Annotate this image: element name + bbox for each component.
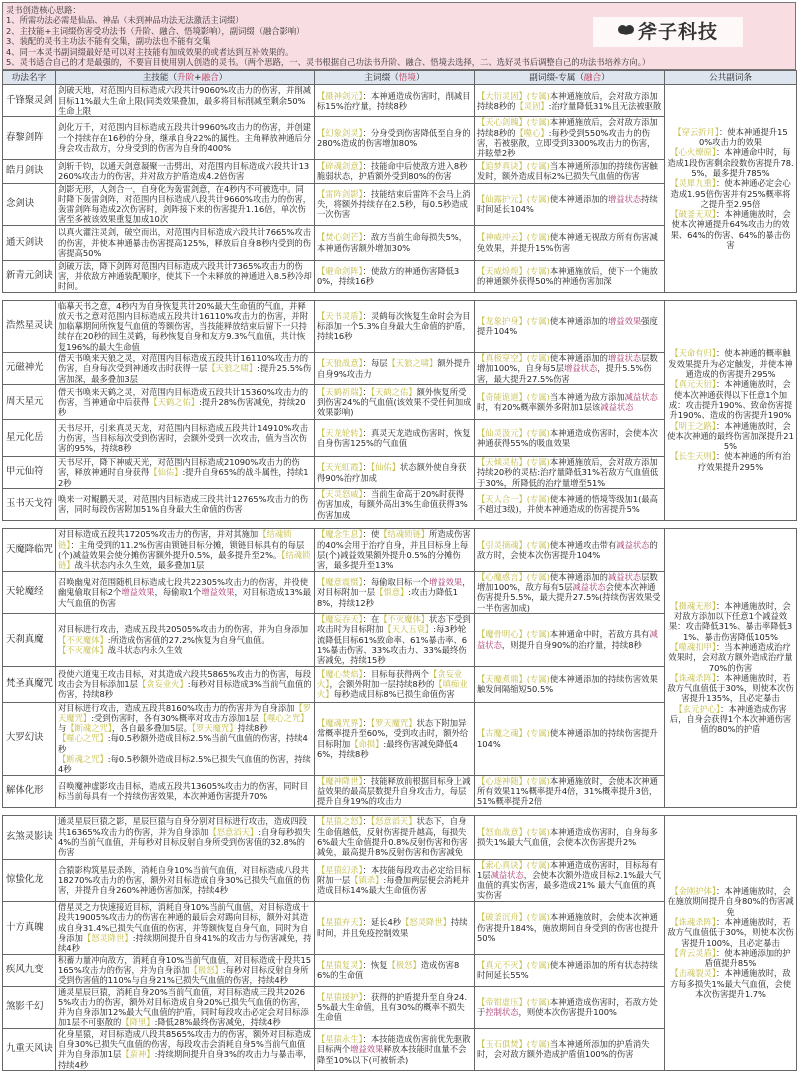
sub-affix-text: 【仙灵汲元】(专属)本神通造成伤害时，会使本次神通获得55%的吸血效果 — [475, 420, 665, 457]
exclusive-tag: (专属) — [526, 673, 550, 684]
notes-line: 5、灵书适合自己的才是最强的，不要盲目使用别人创造的灵书。（两个思路，一、灵书根据自己功法书升阶、融合、悟境去选择，二、选好灵书后调整自己的功法书培养方向。） — [6, 57, 651, 68]
keyword: 【蛮神】 — [121, 1049, 155, 1060]
main-skill-text: 对目标造成五段共17205%攻击力的伤害，并对其施加【结魂锁链】：主角受到的11.2%伤害由锁链目标分摊，锁链目标具有的每层(个)减益效果会使分摊伤害额外提升0.5%，最多提升至2%。【结魂锁链】战斗状态内永久生效，最多叠加1层 — [56, 528, 315, 571]
exclusive-tag: (专属) — [526, 316, 550, 327]
keyword: 【天光虹霞】 — [317, 462, 363, 473]
main-affix-text: 【天光虹霞】：【仙佑】状态额外使自身获得90%治疗加成 — [315, 457, 475, 489]
keyword: 【嗔痴业火】 — [317, 678, 468, 700]
skill-name: 煞影千幻 — [3, 986, 56, 1028]
skill-name: 大罗幻诀 — [3, 702, 56, 775]
main-skill-text: 役使六道鬼王攻击目标，对其造成六段共5865%攻击力的伤害，每段攻击会为目标添加1层【贪妄业火】:每秒对目标造成3%当前气血值的伤害，持续8秒 — [56, 666, 315, 702]
skill-table — [2, 70, 797, 292]
keyword: 【碎魂剑意】 — [317, 160, 363, 171]
sub-affix-text: 【怒血战意】(专属)本神通造成伤害时，自身每多损失1%最大气血值，会使本次伤害提升2% — [475, 815, 665, 859]
keyword: 【星猿弃天】 — [317, 917, 363, 928]
main-affix-text: 【避命剑阵】：使敌方的神通伤害降低30%，持续16秒 — [315, 260, 475, 292]
exclusive-tag: (专属) — [526, 265, 550, 276]
keyword: 【追梦真诀】 — [477, 160, 527, 171]
skill-name: 甲元仙符 — [3, 457, 56, 489]
skill-tables — [2, 70, 798, 1071]
main-skill-text: 剑破天地，对范围内目标造成六段共计9060%攻击力的伤害，并削减目标11%最大生命上限(同类效果叠加，最多将目标削减至剩余50%生命上限 — [56, 85, 315, 117]
header-name — [3, 71, 56, 85]
keyword: 【幻象剑灵】 — [317, 127, 363, 138]
status-term: 增益效果 — [121, 587, 155, 598]
main-affix-text: 【星猿弃天】：延长4秒【怒灵降世】持续时间，并且免疫控制效果 — [315, 901, 475, 954]
skill-table — [2, 815, 797, 1071]
keyword: 【天威煌煌】 — [477, 265, 527, 276]
main-skill-text: 剑化万千，对范围内目标造成五段共计9960%攻击力的伤害，并创建一个持续存在16秒的分身，继承自身22%的属性。主角释放神通后分身会攻击敌方，分身受到的伤害为自身的400% — [56, 117, 315, 159]
sub-affix-text: 【追梦真诀】(专属)当本神通所添加的持续伤害触发时，额外造成目标2%已损失气血值的伤害 — [475, 159, 665, 183]
keyword: 【怒血战意】 — [477, 826, 527, 837]
skill-name: 周天星元 — [3, 385, 56, 420]
skill-name: 十方真魄 — [3, 901, 56, 954]
status-term: 减益状态 — [490, 869, 524, 880]
main-affix-text: 【魔心焚焰】：目标每获得两个【贪妄业火】，会额外附加一层持续8秒的【嗔痴业火】每秒造成目标8%已损生命值伤害 — [315, 666, 475, 702]
notes-line: 4、同一本灵书副词缀最好是可以对主技能有加成效果的或者达到互补效果的。 — [6, 46, 294, 57]
main-affix-text: 【魔魂咒界】：【罗天魔咒】状态下附加异常概率提升至60%，受到攻击时，额外给目标附加【命损】:最终伤害减免降低46%，持续8秒 — [315, 702, 475, 775]
keyword: 【天狼之啸】 — [387, 358, 438, 369]
keyword: 【魔念生息】 — [317, 529, 363, 540]
skill-name: 皓月剑诀 — [3, 159, 56, 183]
exclusive-tag: (专属) — [526, 1039, 550, 1050]
header-main-affix-part: 悟境 — [398, 72, 416, 83]
keyword: 【玉石俱焚】 — [477, 1039, 527, 1050]
keyword: 【天狼战意】 — [317, 358, 363, 369]
header-main-skill — [56, 71, 315, 85]
keyword: 【摄魂无形】 — [670, 600, 716, 611]
main-affix-text: 【摄神剑元】：本神通造成伤害时，削减目标15%治疗量，持续8秒 — [315, 85, 475, 117]
keyword: 【怒意滔天】 — [370, 816, 417, 827]
status-term: 增益状态 — [607, 193, 642, 204]
exclusive-tag: (专属) — [526, 494, 550, 505]
main-skill-text: 剑斩千钧，以通天剑意凝聚一击劈出，对范围内目标造成六段共计13260%攻击力的伤害，并对敌方护盾造成4.2倍伤害 — [56, 159, 315, 183]
keyword: 【惧意】 — [375, 587, 409, 598]
keyword: 【魔意震慑】 — [317, 577, 363, 587]
table-row — [3, 85, 797, 117]
sub-affix-text: 【仙露护元】(专属)使本神通添加的增益状态持续时间延长104% — [475, 183, 665, 225]
sub-affix-text: 【真极穿空】(专属)使本神通添加的增益状态层数增加100%，自身每5层增益状态，提升5.5%伤害，最大提升27.5%伤害 — [475, 353, 665, 385]
keyword: 【天鹤之佑】 — [149, 396, 200, 407]
main-affix-text: 【天狼战意】：每层【天狼之啸】额外提升自身9%攻击力 — [315, 353, 475, 385]
keyword: 【天鹤之佑】 — [370, 386, 417, 397]
status-term: 增益效果 — [350, 1044, 384, 1055]
keyword: 【真元不灭】 — [477, 959, 527, 970]
skill-name: 浩然星灵诀 — [3, 300, 56, 352]
skill-name: 春黎剑阵 — [3, 117, 56, 159]
public-affix-text: 【天命有归】：使本神通的概率触发效果提升为必定触发，并使本神通造成的伤害提升295% 【真元天衍】：本神通施放时，会使本次神通获得以下任意1个加成：攻击提升190%、致命伤害提升190%、造成的伤害提升190% 【明王之路】：本神通施放时，会使本次神通的最终伤害加深提升215% 【长生天则】：使本神通的所有治疗效果提升295% — [665, 300, 797, 520]
keyword: 【破釜无双】 — [670, 209, 716, 220]
skill-table — [2, 300, 797, 521]
header-public-affix-part: 公共副词条 — [709, 72, 752, 83]
exclusive-tag: (专属) — [526, 629, 550, 640]
skill-name: 天轮魔经 — [3, 571, 56, 613]
sub-affix-text: 【天人合一】(专属)使本神通的悟境等级加1(最高不超过3级)，并使本神通造成的伤害提升5% — [475, 488, 665, 520]
keyword: 【神威冲云】 — [477, 232, 527, 243]
keyword: 【真极穿空】 — [477, 353, 527, 364]
skill-name: 玄煞灵影诀 — [3, 815, 56, 859]
keyword: 【贪妄业火】 — [317, 668, 463, 689]
watermark-text: 斧子科技 — [637, 20, 718, 43]
skill-name: 天刹真魔 — [3, 614, 56, 666]
keyword: 【极怒】 — [189, 964, 223, 975]
keyword: 【贪妄业火】 — [137, 678, 188, 689]
keyword: 【仙佑】 — [149, 467, 183, 478]
keyword: 【明王之路】 — [670, 420, 716, 431]
exclusive-tag: (专属) — [526, 160, 550, 171]
keyword: 【星猿复灵】 — [317, 959, 363, 970]
header-sub-affix-part: 副词缀-专属（ — [529, 72, 584, 83]
keyword: 【天鹤祈瑞】 — [317, 386, 363, 397]
keyword: 【天龙轮转】 — [317, 427, 363, 438]
exclusive-tag: (专属) — [526, 912, 550, 923]
exclusive-tag: (专属) — [526, 959, 550, 970]
keyword: 【镇杀】 — [350, 874, 384, 885]
exclusive-tag: (专属) — [526, 90, 550, 101]
main-affix-text: 【天书灵盾】：灵鹤每次恢复生命时会为目标添加一个5.3%自身最大生命值的护盾，持续16秒 — [315, 300, 475, 352]
exclusive-tag: (专属) — [526, 353, 550, 364]
sub-affix-text: 【索心真诀】(专属)本神通造成伤害时，目标每有1层减益状态，会使本次额外造成目标2.1%最大气血值的真实伤害，最多造成21% 最大气血值的真实伤害 — [475, 859, 665, 901]
header-main-affix-part: 主词缀（ — [364, 72, 399, 83]
status-term: 减益状态 — [600, 402, 634, 413]
notes-line: 1、所需功法必需是仙品、神品（未到神品功法无法激活主词缀） — [6, 15, 244, 26]
main-skill-text: 剑影无形，人剑合一，自身化为轰雷剑意，在4秒内不可被选中。同时降下轰雷剑阵，对范围内目标造成八段共计9660%攻击力的伤害，轰雷剑阵每造成2次伤害时，剑阵接下来的伤害提升1.16倍，单次伤害至多被该效果重复加成10次 — [56, 183, 315, 225]
keyword: 【怒灵降世】 — [401, 917, 451, 928]
keyword: 【击魂裂灵】 — [670, 968, 716, 979]
header-main-affix-part: ） — [415, 72, 425, 83]
skill-name: 天魔降临咒 — [3, 528, 56, 571]
keyword: 【命损】 — [350, 738, 384, 749]
header-main-skill-part: 升阶 — [177, 72, 195, 83]
main-skill-text: 借天书唤来天鹤之灵，对范围内目标造成五段共计15360%攻击力的伤害，当神通命中后获得【天鹤之佑】:提升28%伤害减免，持续20秒 — [56, 385, 315, 420]
keyword: 【避命剑阵】 — [317, 265, 363, 276]
main-skill-text: 积蓄力量冲向敌方，消耗自身10%当前气血值，对目标造成十段共15165%攻击力的伤害，并为自身添加【极怒】:每秒对目标反射自身所受到伤害值的110%与自身21%已损失气血值的伤害，持续4秒 — [56, 954, 315, 986]
keyword: 【噬心】 — [515, 127, 549, 138]
watermark — [593, 17, 743, 47]
exclusive-tag: (专属) — [526, 775, 550, 786]
exclusive-tag: (专属) — [526, 427, 550, 438]
main-skill-text: 以真火灌注灵剑，破空而出，对范围内目标造成六段共计7665%攻击的伤害，并使本神通暴击伤害提高125%，释放后自身8秒内受到的伤害提高50% — [56, 225, 315, 260]
main-skill-text: 对目标进行攻击，造成五段共20505%攻击力的伤害，并为自身添加【不灭魔体】:所造成伤害值的27.2%恢复为自身气血值。【不灭魔体】战斗状态内永久生效 — [56, 614, 315, 666]
keyword: 【龙象护身】 — [477, 316, 527, 327]
keyword: 【星猿援护】 — [317, 991, 363, 1002]
main-skill-text: 对目标进行攻击，造成五段共8160%攻击力的伤害并为自身添加【罗天魔咒】:受到伤害时，各有30%概率对攻击方添加1层【噬心之咒】与【断魂之咒】，各自最多叠加5层。【罗天魔咒】持续8秒 【噬心之咒】:每0.5秒额外造成目标2.5%当前气血值的伤害，持续4秒 【断魂之咒】:每0.5秒额外造成目标2.5%已损失气血值的伤害，持续4秒 — [56, 702, 315, 775]
keyword: 【罗天魔咒】 — [370, 717, 417, 728]
main-affix-text: 【焚心剑芒】：敌方当前生命每损失5%，本神通伤害额外增加30% — [315, 225, 475, 260]
sub-affix-text: 【帝钳虚压】(专属)本神通造成伤害时，若敌方处于控制状态，则使本次伤害提升100% — [475, 986, 665, 1028]
sub-affix-text: 【天倾灵枯】(专属)本神通施放后，会对敌方添加持续20秒的灵枯:治疗量降低31%若敌方气血值低于30%，所降低的治疗量增至51% — [475, 457, 665, 489]
main-skill-text: 借天书唤来天狼之灵，对范围内目标造成五段共计16110%攻击力的伤害，自身每次受到神通攻击时获得一层【天狼之啸】:提升25.5%伤害加深，最多叠加3层 — [56, 353, 315, 385]
keyword: 【焚心剑芒】 — [317, 232, 363, 243]
keyword: 【大衍灵固】 — [477, 90, 527, 101]
status-term: 控制状态 — [485, 1007, 519, 1018]
notes-title: 灵书创造核心思路： — [6, 5, 81, 15]
keyword: 【心火燎原】 — [670, 147, 716, 158]
exclusive-tag: (专属) — [526, 571, 550, 582]
table-row — [3, 300, 797, 352]
status-term: 增益效果 — [607, 316, 642, 327]
exclusive-tag: (专属) — [526, 391, 550, 402]
exclusive-tag: (专属) — [526, 996, 550, 1007]
header-sub-affix — [475, 71, 665, 85]
keyword: 【帝钳虚压】 — [477, 996, 527, 1007]
sub-affix-text: 【天魔煮鼎】(专属)使本神通添加的持续伤害效果触发间隔缩短50.5% — [475, 666, 665, 702]
keyword: 【结魂锁链】 — [58, 529, 292, 550]
skill-name: 解体化形 — [3, 775, 56, 807]
public-affix-text: 【摄魂无形】：本神通施放时，会对敌方添加以下任意1个减益效果：攻击降低31%、暴击率降低31%、暴击伤害降低105% 【噬魂扣甲】：当本神通造成治疗效果时，会对敌方额外造成治疗量70%的伤害 【诛魂杀阵】：本神通施放时，若敌方气血值低于30%，则使本次伤害提升135%，且必定暴击 【玄元护心】：本神通造成伤害后，自身会获得1个本次神通伤害值的80%的护盾 — [665, 528, 797, 807]
main-affix-text: 【魔妄吞天】：在【不灭魔体】状态下受到攻击时为目标附加【天人五衰】:每3秒轮流降低目标61%致命率、61%暴击率、61%暴击伤害、33%攻击力、33%最终伤害减免，持续15秒 — [315, 614, 475, 666]
keyword: 【噬魂扣甲】 — [670, 641, 716, 652]
keyword: 【真元天衍】 — [670, 379, 716, 390]
skill-table — [2, 528, 797, 808]
keyword: 【天书灵盾】 — [317, 310, 363, 321]
status-term: 增益状态 — [564, 363, 598, 374]
sub-affix-text: 【玉石俱焚】(专属)当本神通所添加的护盾消失时，会对敌方额外造成护盾值100%的伤害 — [475, 1028, 665, 1070]
keyword: 【破釜沉舟】 — [477, 912, 527, 923]
sub-affix-text: 【真元不灭】(专属)使本神通添加的所有状态持续时间延长55% — [475, 954, 665, 986]
keyword: 【诛魂杀阵】 — [670, 672, 716, 683]
keyword: 【魔魂咒界】 — [317, 717, 363, 728]
exclusive-tag: (专属) — [526, 117, 550, 128]
header-name-part: 功法名字 — [11, 72, 47, 83]
keyword: 【断魂之咒】 — [58, 754, 108, 765]
sub-affix-text: 【龙象护身】(专属)使本神通添加的增益效果强度提升104% — [475, 300, 665, 352]
keyword: 【玄元护心】 — [674, 703, 721, 714]
keyword: 【天倾灵枯】 — [477, 457, 527, 468]
keyword: 【心逐神随】 — [477, 775, 527, 786]
table-row — [3, 528, 797, 571]
keyword: 【奇能诡道】 — [477, 391, 527, 402]
sub-affix-text: 【引灵摘魂】(专属)使本神通攻击带有减益状态的敌方时，会使本次伤害提升104% — [475, 528, 665, 571]
keyword: 【心魔惑言】 — [477, 571, 527, 582]
exclusive-tag: (专属) — [526, 193, 550, 204]
keyword: 【噬心之咒】 — [58, 733, 108, 744]
main-skill-text: 合猿影构筑星辰杀阵，消耗自身10%当前气血值，对目标造成八段共18270%攻击力的伤害，额外对目标造成自身30%已损失气血值的伤害，并提升自身260%神通伤害加深，持续4秒 — [56, 859, 315, 901]
main-affix-text: 【星猿复灵】：恢复【极怒】造成伤害86%的生命值 — [315, 954, 475, 986]
public-affix-text: 【穿云折月】：使本神通提升150%攻击力的效果 【心火燎原】：本神通命中时，每造成1段伤害剩余段数伤害提升78.5%，最多提升785% 【灵犀九重】：使本神通必定会心造成1.95倍伤害并有25%概率将之提升至2.95倍 【破釜无双】：本神通施放时，会使本次神通提升64%攻击力的效果、64%的伤害、64%的暴击伤害 — [665, 85, 797, 292]
main-skill-text: 化身星猿，对目标造成八段共8565%攻击力的伤害，额外对目标造成自身30%已损失气血值的伤害，每段攻击会消耗自身5%当前气血值并为自身添加1层【蛮神】:持续期间提升自身3%的攻击力与暴击率，持续4秒 — [56, 1028, 315, 1070]
public-affix-text: 【金刚护体】：本神通施放时，会在施放期间提升自身80%的伤害减免 【诛魂杀阵】：本神通施放时，若敌方气血值低于30%，则使本次伤害提升100%，且必定暴击 【青云灵盾】：使本神通添加的护盾值提升85% 【击魂裂灵】：本神通施放时，敌方每多损失1%最大气血值，会使本次伤害提升1.7% — [665, 815, 797, 1070]
status-term: 减益状态 — [624, 391, 658, 402]
keyword: 【魔骨明心】 — [477, 629, 527, 640]
sub-affix-text: 【破釜沉舟】(专属)本神通施放时，会使本次神通伤害提升184%，施放期间自身受到的伤害也提升50% — [475, 901, 665, 954]
skill-name: 疾风九变 — [3, 954, 56, 986]
keyword: 【星猿幻杀】 — [317, 864, 363, 875]
watermark-logo-icon — [618, 25, 634, 39]
skill-name: 元磁神光 — [3, 353, 56, 385]
keyword: 【星猿之怒】 — [317, 816, 363, 827]
sub-affix-text: 【神威冲云】(专属)使本神通无视敌方所有伤害减免效果，并提升15%伤害 — [475, 225, 665, 260]
keyword: 【摄神剑元】 — [317, 90, 363, 101]
skill-name: 新青元剑诀 — [3, 260, 56, 292]
keyword: 【索心真诀】 — [477, 859, 527, 870]
table-header-row — [3, 71, 797, 85]
keyword: 【古魔之魂】 — [477, 728, 527, 739]
header-main-affix — [315, 71, 475, 85]
main-affix-text: 【魔意震慑】：每偷取目标一个增益效果，对目标附加一层【惧意】:攻击力降低18%，持续12秒 — [315, 571, 475, 613]
notes-line: 3、装配的灵书主功法不能有交集，副功法也不能有交集 — [6, 36, 211, 47]
skill-name: 惊蛰化龙 — [3, 859, 56, 901]
main-skill-text: 临摹天书之意，4秒内为自身恢复共计20%最大生命值的气血，并释放天书之意对范围内目标造成五段共计16110%攻击力的伤害，并附加临摹期间所恢复气血值的等额伤害，当技能释放结束后留下一只持续存在20秒的回生灵鹤，每秒恢复自身和友方9.3%气血值，共计恢复196%的最大生命值 — [56, 300, 315, 352]
exclusive-tag: (专属) — [526, 728, 550, 739]
skill-name: 念剑诀 — [3, 183, 56, 225]
header-sub-affix-part: ） — [601, 72, 610, 83]
sub-affix-text: 【天心剑魄】(专属)本神通施放后，会对敌方添加持续8秒的【噬心】:每秒受到550%攻击力的伤害，若被驱散，立即受到3300%攻击力的伤害，并眩晕2秒 — [475, 117, 665, 159]
keyword: 【魔心焚焰】 — [317, 668, 363, 679]
main-affix-text: 【天龙轮转】：真灵天龙造成伤害时，恢复自身伤害125%的气血值 — [315, 420, 475, 457]
main-skill-text: 天书尽开，引来真灵天龙，对范围内目标造成五段共计14910%攻击力伤害，当目标每次受到伤害时，会额外受到一次攻击，值为当次伤害的95%，持续8秒 — [56, 420, 315, 457]
skill-name: 玉书天戈符 — [3, 488, 56, 520]
keyword: 【降里】 — [121, 1017, 155, 1028]
sub-affix-text: 【奇能诡道】(专属)当本神通为敌方添加减益状态时，有20%概率额外多附加1层该减益状态 — [475, 385, 665, 420]
main-skill-text: 召唤魔神虚影攻击目标，造成五段共13605%攻击力的伤害，同时目标当前每具有一个持续伤害效果，本次神通伤害提升70% — [56, 775, 315, 807]
main-skill-text: 唤来一对鲲鹏天灵，对范围内目标造成三段共计12765%攻击力的伤害，同时每段伤害附加51%自身最大生命值的伤害 — [56, 488, 315, 520]
main-affix-text: 【天鹤祈瑞】：【天鹤之佑】额外恢复所受到伤害24%的气血值(该效果不受任何加成效果影响) — [315, 385, 475, 420]
keyword: 【仙露护元】 — [477, 193, 527, 204]
header-main-skill-part: ） — [218, 72, 228, 83]
main-affix-text: 【雷阵剑影】：技能结束后雷阵不会马上消失，将额外持续存在2.5秒，每0.5秒造成一次伤害 — [315, 183, 475, 225]
main-skill-text: 通灵星辰巨猿之影，星辰巨猿与自身分别对目标进行攻击，造成四段共16365%攻击力的伤害，并为自身添加【怒意滔天】:自身每秒损失4%的当前气血值，并每秒对目标反射自身所受到伤害值的32.8%的伤害 — [56, 815, 315, 859]
keyword: 【灵犀九重】 — [670, 178, 716, 189]
header-public-affix — [665, 71, 797, 85]
table-row — [3, 815, 797, 859]
keyword: 【天人五衰】 — [383, 624, 434, 635]
notes-line: 2、主技能+主词缀伤害受功法书（升阶、融合、悟境影响），副词缀（融合影响） — [6, 25, 305, 36]
keyword: 【天命有归】 — [670, 348, 716, 359]
keyword: 【不灭魔体】 — [58, 644, 108, 655]
main-skill-text: 天书尽开，降下神威天光，对范围内目标造成21090%攻击力的伤害，释放神通时自身获得【仙佑】:提升自身65%的战斗属性，持续12秒 — [56, 457, 315, 489]
main-affix-text: 【星猿援护】：获得的护盾提升至自身24.5%最大生命值，且有30%的概率不损失生命值 — [315, 986, 475, 1028]
main-skill-text: 借星灵之力快速接近目标，消耗自身10%当前气血值，对目标造成十段共19005%攻击力的伤害在神通的最后会对踢向目标，额外对其造成自身31.4%已损失气血值的伤害，并等额恢复自身气血，同时为自身添加【怒灵降世】:持续期间提升自身41%的攻击力与伤害减免，持续4秒 — [56, 901, 315, 954]
keyword: 【罗天魔咒】 — [191, 723, 238, 734]
sub-affix-text: 【心逐神随】(专属)本神通施放时，会使本次神通所有效果11%概率提升4倍，31%概率提升3倍，51%概率提升2倍 — [475, 775, 665, 807]
skill-name: 星元化岳 — [3, 420, 56, 457]
main-skill-text: 剑破万法，降下剑阵对范围内目标造成六段共计7365%攻击力的伤害，并依敌方神通装配顺序，使其下一个未释放的神通进入8.5秒冷却时间。 — [56, 260, 315, 292]
exclusive-tag: (专属) — [526, 539, 550, 550]
keyword: 【天魔煮鼎】 — [477, 673, 527, 684]
keyword: 【金刚护体】 — [670, 886, 716, 897]
header-main-skill-part: 融合 — [201, 72, 219, 83]
keyword: 【结魂锁链】 — [379, 529, 430, 540]
keyword: 【诛魂杀阵】 — [670, 916, 716, 927]
keyword: 【雷阵剑影】 — [317, 188, 363, 199]
main-skill-text: 召唤幽鬼对范围随机目标造成七段共22305%攻击力的伤害，并役使幽鬼偷取目标2个增益效果，每偷取1个增益效果，对目标造成13%最大气血值的伤害 — [56, 571, 315, 613]
keyword: 【怒意滔天】 — [208, 826, 259, 837]
sub-affix-text: 【魔骨明心】(专属)本神通命中时，若敌方具有减益状态，则提升自身90%的治疗量，持续8秒 — [475, 614, 665, 666]
exclusive-tag: (专属) — [526, 232, 550, 243]
keyword: 【灵固】 — [515, 100, 549, 111]
exclusive-tag: (专属) — [526, 826, 550, 837]
keyword: 【天人合一】 — [477, 494, 527, 505]
keyword: 【魔神降世】 — [317, 775, 363, 786]
skill-name: 通天剑诀 — [3, 225, 56, 260]
keyword: 【穿云折月】 — [673, 126, 719, 137]
keyword: 【噬心之咒】 — [258, 712, 309, 723]
sub-affix-text: 【古魔之魂】(专属)使本神通添加的持续伤害提升104% — [475, 702, 665, 775]
header-main-skill-part: 主技能（ — [142, 72, 178, 83]
keyword: 【不灭魔体】 — [58, 634, 108, 645]
skill-name: 梵圣真魔咒 — [3, 666, 56, 702]
keyword: 【结魂锁链】 — [58, 549, 311, 571]
main-affix-text: 【星猿幻杀】：本技能每段攻击必定给目标附加一层【镇杀】:每叠加两层便会消耗并造成目标14%最大生命值伤害 — [315, 859, 475, 901]
status-term: 减益状态 — [572, 582, 606, 593]
status-term: 增益状态 — [607, 353, 642, 364]
main-affix-text: 【碎魂剑意】：技能命中后使敌方进入8秒脆弱状态，护盾额外受到80%的伤害 — [315, 159, 475, 183]
status-term: 增益效果 — [201, 587, 235, 598]
status-term: 减益状态 — [477, 629, 658, 650]
status-term: 减益状态 — [616, 539, 650, 550]
main-affix-text: 【星猿之怒】：【怒意滔天】状态下，自身生命值越低，反射伤害提升越高，每损失6%最大生命值提升0.8%反射伤害和伤害减免，最高提升8%反射伤害和伤害减免 — [315, 815, 475, 859]
header-sub-affix-part: 融合 — [583, 72, 602, 83]
keyword: 【罗天魔咒】 — [58, 702, 312, 723]
keyword: 【魔妄吞天】 — [317, 614, 363, 625]
keyword: 【怒灵降世】 — [82, 932, 133, 943]
keyword: 【天狼之啸】 — [207, 363, 258, 374]
main-affix-text: 【星猿永生】：本技能造成伤害前优先驱散目标两个增益效果释放本技能时血量不会降至10%以下(可被斩杀) — [315, 1028, 475, 1070]
skill-name: 九重天风诀 — [3, 1028, 56, 1070]
keyword: 【星猿永生】 — [317, 1033, 363, 1044]
status-term: 增益效果 — [429, 577, 463, 587]
keyword: 【仙灵汲元】 — [477, 427, 527, 438]
exclusive-tag: (专属) — [526, 457, 550, 468]
keyword: 【引灵摘魂】 — [477, 539, 527, 550]
main-affix-text: 【幻象剑灵】：分身受到伤害降低至自身的280%造成的伤害增加80% — [315, 117, 475, 159]
status-term: 减益状态 — [607, 571, 642, 582]
main-skill-text: 通灵星辰巨猿，消耗自身20%当前气血值，对目标造成三段共20265%攻击力的伤害，额外对目标造成自身20%已损失气血值的伤害，并为自身添加12%最大气血值的护盾，同时每段攻击必定会对目标添加1层不可驱散的【降里】:降低28%最终伤害减免，持续4秒 — [56, 986, 315, 1028]
core-ideas-notes — [2, 2, 796, 70]
keyword: 【青云灵盾】 — [670, 947, 716, 958]
main-affix-text: 【魔念生息】：使【结魂锁链】所造成伤害的40%会用于治疗自身，并且目标身上每层(个)减益效果额外提升0.5%的分摊伤害，最多提升至13% — [315, 528, 475, 571]
keyword: 【极怒】 — [387, 959, 421, 970]
keyword: 【仙佑】 — [370, 462, 400, 473]
main-affix-text: 【魔神降世】：技能释放前根据目标身上减益效果的最高层数提升自身攻击力，每层提升自身19%的攻击力 — [315, 775, 475, 807]
sub-affix-text: 【大衍灵固】(专属)本神通施放后，会对敌方添加持续8秒的【灵固】:治疗量降低31%且无法被驱散 — [475, 85, 665, 117]
keyword: 【不灭魔体】 — [379, 614, 430, 625]
exclusive-tag: (专属) — [526, 859, 550, 870]
main-affix-text: 【天灵怒威】：当前生命高于20%时获得伤害加成，每额外高出3%生命值获得3%伤害加成 — [315, 488, 475, 520]
sub-affix-text: 【心魔惑言】(专属)使本神通添加的减益状态层数增加100%，敌方每有5层减益状态会使本次神通伤害提升5.5%，最大提升27.5%(持续伤害效果受一半伤害加成) — [475, 571, 665, 613]
skill-name: 千锋聚灵剑 — [3, 85, 56, 117]
sub-affix-text: 【天威煌煌】(专属)本神通施放后，使下一个施放的神通额外获得50%的神通伤害加深 — [475, 260, 665, 292]
keyword: 【长生天则】 — [670, 451, 716, 462]
keyword: 【天灵怒威】 — [317, 488, 363, 499]
keyword: 【断魂之咒】 — [66, 723, 112, 734]
header-main-skill-part: + — [194, 72, 202, 83]
keyword: 【天心剑魄】 — [477, 117, 527, 128]
